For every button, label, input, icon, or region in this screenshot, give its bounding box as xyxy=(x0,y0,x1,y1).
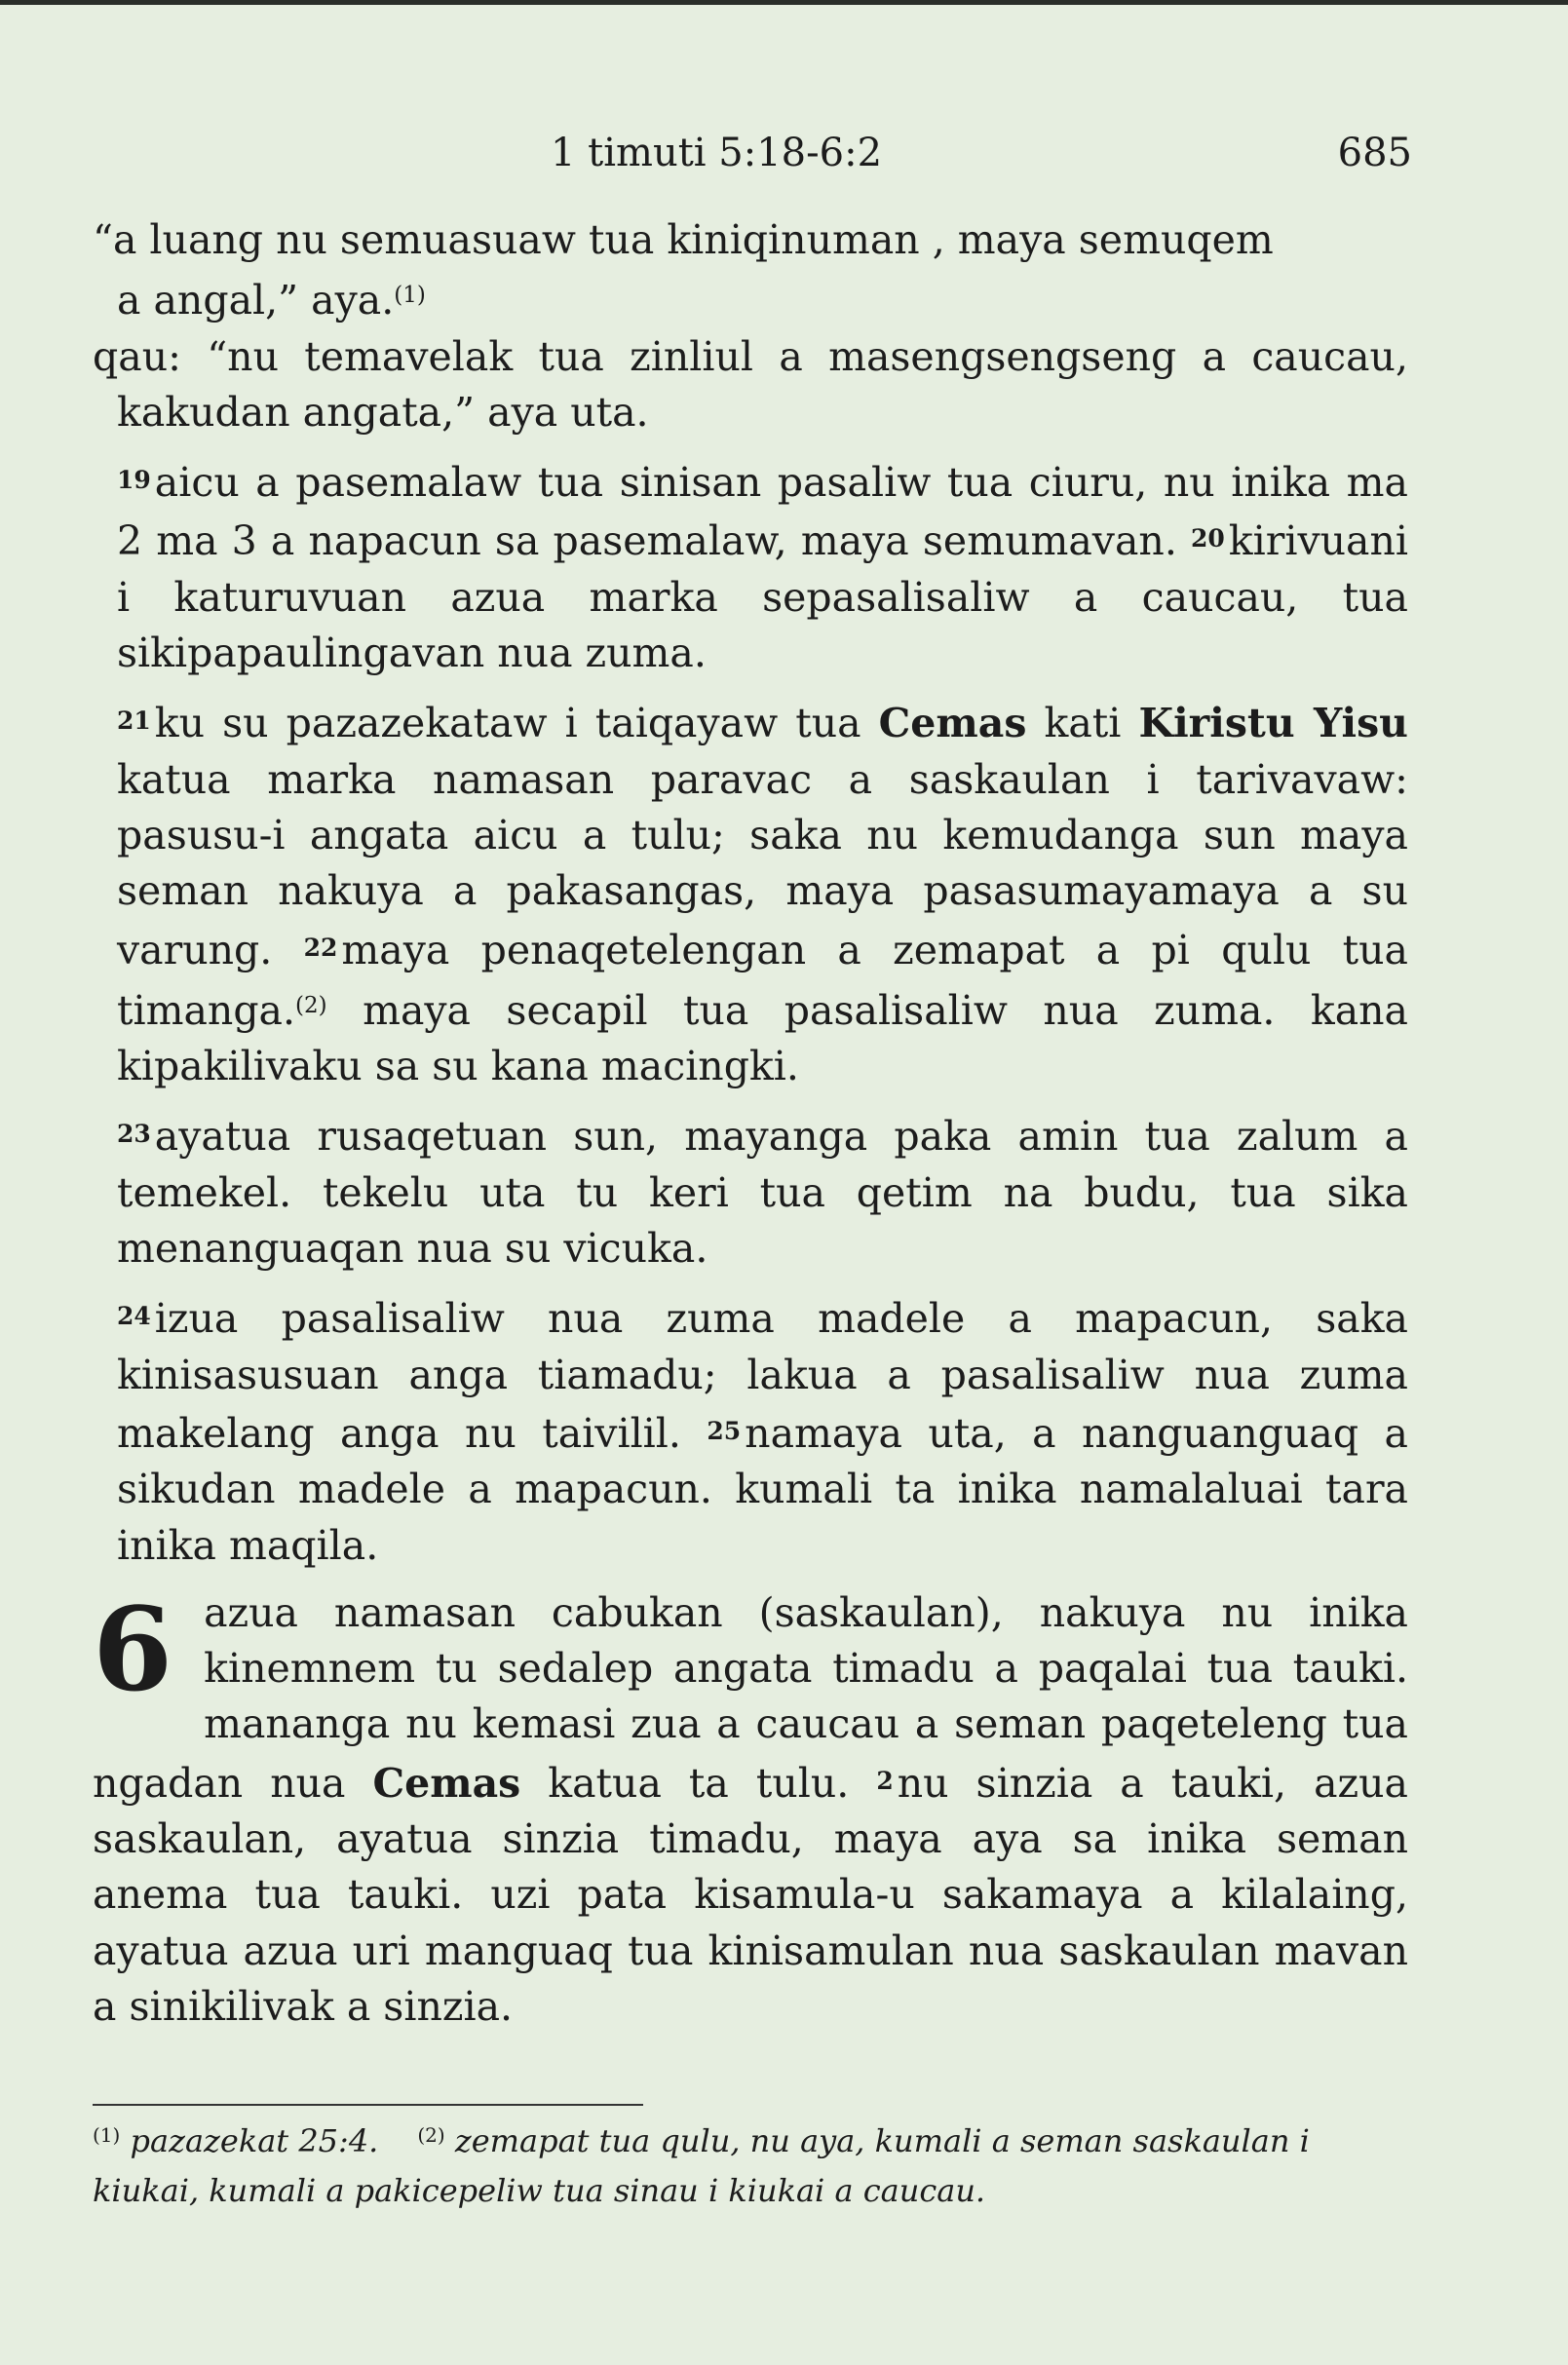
footnote-ref-1: (1) xyxy=(394,283,426,309)
page-number: 685 xyxy=(1337,131,1412,175)
footnote-text-1: pazazekat 25:4. xyxy=(130,2122,379,2159)
paragraph-qau: qau: “nu temavelak tua zinliul a masengsengseng a caucau, kakudan angata,” aya uta. xyxy=(93,332,1408,436)
verse-number-23: 23 xyxy=(117,1120,151,1149)
verse-number-2: 2 xyxy=(876,1766,894,1795)
footnote-text-2: zemapat tua qulu, nu aya, kumali a seman saskaulan i kiukai, kumali a pakicepeliw tua sinau i kiukai a caucau. xyxy=(93,2122,1310,2209)
footnote-mark-1: (1) xyxy=(93,2123,121,2147)
footnote-mark-2: (2) xyxy=(417,2123,445,2147)
paragraph-quote-cont: a angal,” aya.$^{(1)}$ xyxy=(117,277,426,324)
footnote-ref-2: (2) xyxy=(295,992,327,1018)
verse-number-20: 20 xyxy=(1191,524,1225,553)
name-cemas-2: Cemas xyxy=(372,1759,521,1807)
verse-number-24: 24 xyxy=(117,1302,151,1331)
verse-number-19: 19 xyxy=(117,466,151,495)
paragraph-verse-19: $^{19}$aicu a pasemalaw tua sinisan pasaliw tua ciuru, nu inika ma 2 ma 3 a napacun sa pasemalaw, maya semumavan. $^{20}$kirivuani i katuruvuan azua marka sepasalisaliw a caucau, tua sikipapaulingavan nua zuma. xyxy=(117,459,1408,677)
verse-number-21: 21 xyxy=(117,706,151,736)
paragraph-verse-21: $^{21}$ku su pazazekataw i taiqayaw tua Cemas kati Kiristu Yisu katua marka namasan paravac a saskaulan i tarivavaw: pasusu-i angata aicu a tulu; saka nu kemudanga sun maya seman nakuya a pakasangas, maya pasasumayamaya a su varung. $^{22}$maya penaqetelengan a zemapat a pi qulu tua timanga.$^{(2)}$ maya secapil tua pasalisaliw nua zuma. kana kipakilivaku sa su kana macingki. xyxy=(117,700,1408,1090)
verse-number-25: 25 xyxy=(707,1416,742,1445)
running-head: 1 timuti 5:18-6:2 xyxy=(551,131,883,175)
footnote-divider xyxy=(93,2104,643,2106)
verse-number-22: 22 xyxy=(303,933,338,962)
top-edge-line xyxy=(0,0,1568,5)
paragraph-quote: “a luang nu semuasuaw tua kiniqinuman , maya semuqem xyxy=(93,216,1274,263)
chapter-number: 6 xyxy=(93,1581,173,1717)
paragraph-chapter-6: 6 azua namasan cabukan (saskaulan), nakuya nu inika kinemnem tu sedalep angata timadu a paqalai tua tauki. mananga nu kemasi zua a caucau a seman paqeteleng tua ngadan nua Cemas katua ta tulu. $^2$nu sinzia a tauki, azua saskaulan, ayatua sinzia timadu, maya aya sa inika seman anema tua tauki. uzi pata kisamula-u sakamaya a kilalaing, ayatua azua uri manguaq tua kinisamulan nua saskaulan mavan a sinikilivak a sinzia. xyxy=(93,1581,1408,2030)
paragraph-verse-23: $^{23}$ayatua rusaqetuan sun, mayanga paka amin tua zalum a temekel. tekelu uta tu keri tua qetim na budu, tua sika menanguaqan nua su vicuka. xyxy=(117,1113,1408,1273)
paragraph-verse-24: $^{24}$izua pasalisaliw nua zuma madele a mapacun, saka kinisasusuan anga tiamadu; lakua a pasalisaliw nua zuma makelang anga nu taivilil. $^{25}$namaya uta, a nanguanguaq a sikudan madele a mapacun. kumali ta inika namalaluai tara inika maqila. xyxy=(117,1295,1408,1569)
name-cemas: Cemas xyxy=(878,700,1027,747)
page-header xyxy=(93,129,1412,177)
name-kiristu-yisu: Kiristu Yisu xyxy=(1138,700,1408,747)
scripture-body xyxy=(93,212,1408,2035)
footnotes xyxy=(93,2111,1408,2216)
